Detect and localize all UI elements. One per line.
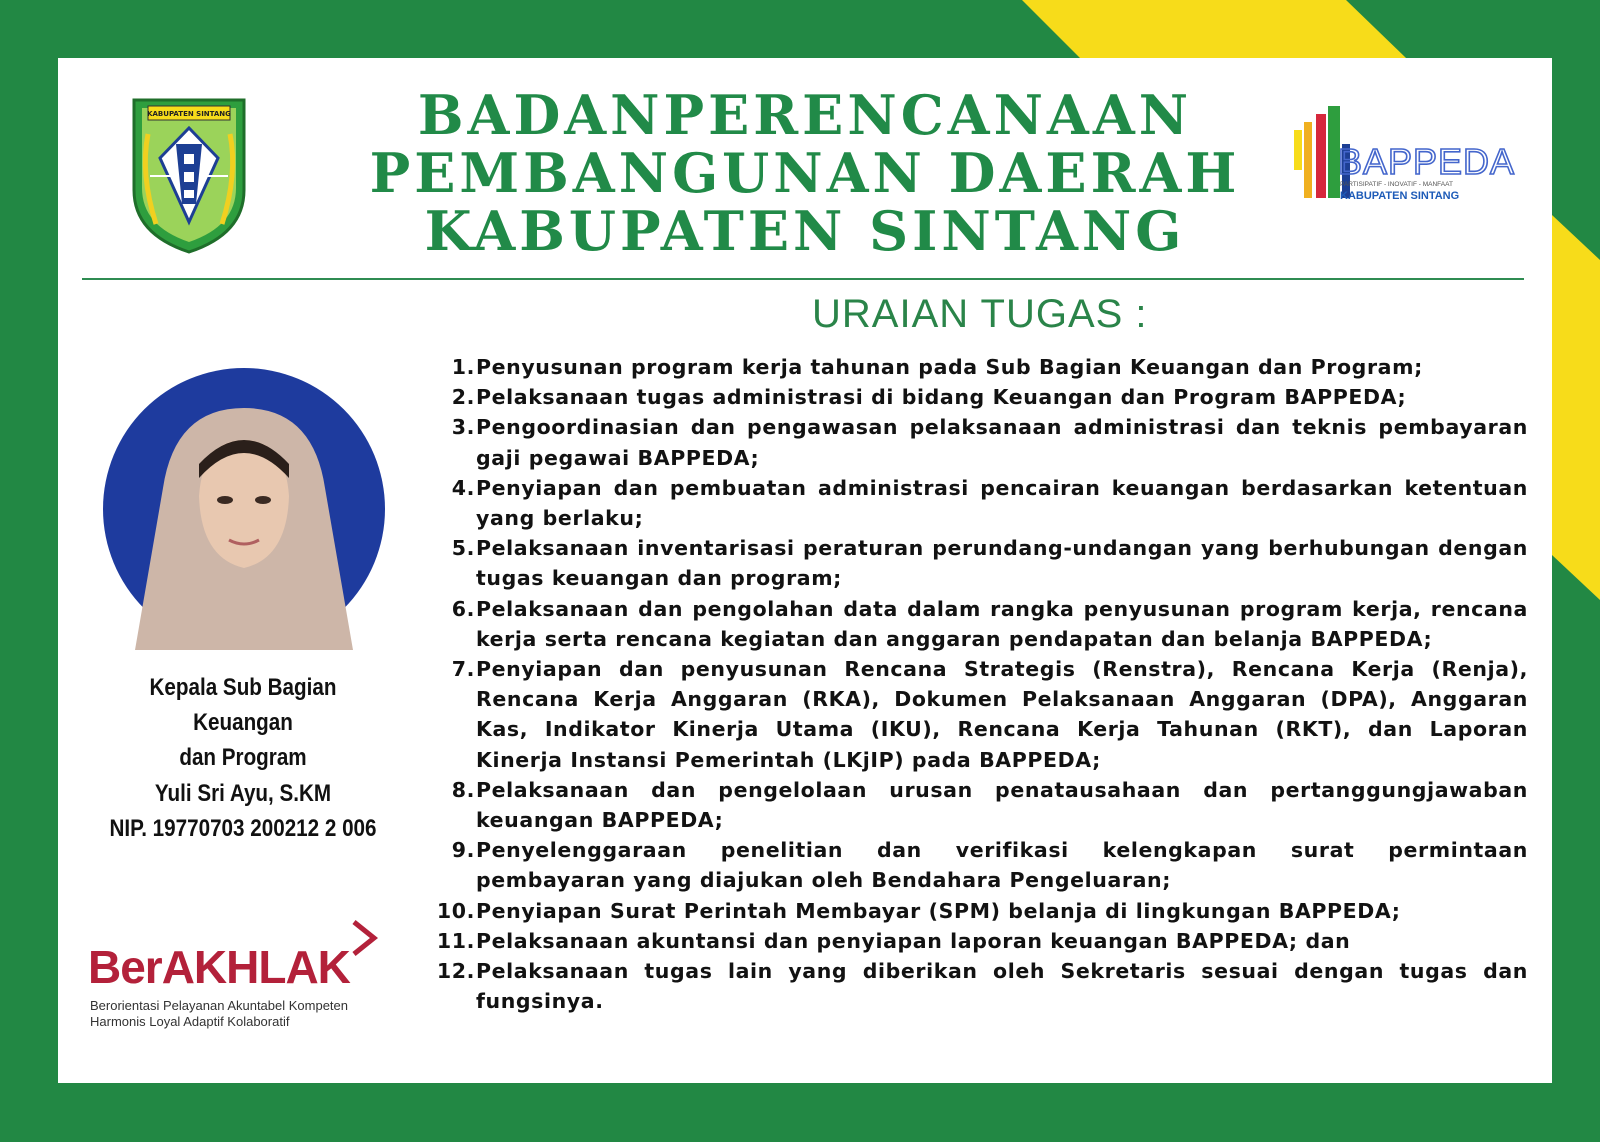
title-line-2: PEMBANGUNAN DAERAH (369, 141, 1241, 205)
bappeda-logo-icon (1290, 104, 1516, 208)
position-title (101, 670, 385, 775)
section-heading: URAIAN TUGAS : (812, 292, 1148, 336)
list-item: 8. Pelaksanaan dan pengelolaan urusan penatausahaan dan pertanggungjawaban keuangan BAPPEDA; (451, 777, 1528, 833)
svg-text:PARTISIPATIF - INOVATIF - MANF: PARTISIPATIF - INOVATIF - MANFAAT (1340, 181, 1453, 188)
title-line-3: KABUPATEN SINTANG (424, 199, 1186, 263)
list-item: 10. Penyiapan Surat Perintah Membayar (SPM) belanja di lingkungan BAPPEDA; (436, 898, 1401, 923)
chevron-right-icon (350, 920, 380, 956)
svg-text:BAPPEDA: BAPPEDA (1338, 141, 1516, 182)
berakhlak-word: BerAKHLAK (88, 941, 350, 993)
info-card (58, 58, 1552, 1083)
list-item: 6. Pelaksanaan dan pengolahan data dalam rangka penyusunan program kerja, rencana kerja serta rencana kegiatan dan anggaran pendapatan dan belanja BAPPEDA; (451, 596, 1528, 651)
svg-text:KABUPATEN SINTANG: KABUPATEN SINTANG (147, 110, 231, 118)
list-item: 4. Penyiapan dan pembuatan administrasi pencairan keuangan berdasarkan ketentuan yang berlaku; (451, 475, 1528, 531)
task-list (438, 352, 1528, 1016)
list-item: 5. Pelaksanaan inventarisasi peraturan perundang-undangan yang berhubungan dengan tugas keuangan dan program; (451, 536, 1528, 591)
position-line-1: Kepala Sub Bagian Keuangan (149, 674, 337, 736)
berakhlak-line-2: Harmonis Loyal Adaptif Kolaboratif (90, 1014, 290, 1029)
position-line-2: dan Program (179, 744, 307, 771)
list-item: 9. Penyelenggaraan penelitian dan verifikasi kelengkapan surat permintaan pembayaran yang diajukan oleh Bendahara Pengeluaran; (451, 838, 1528, 893)
list-item: 12. Pelaksanaan tugas lain yang diberikan oleh Sekretaris sesuai dengan tugas dan fungsinya. (436, 959, 1528, 1014)
official-portrait (103, 368, 385, 650)
list-item: 2. Pelaksanaan tugas administrasi di bidang Keuangan dan Program BAPPEDA; (451, 385, 1407, 410)
title-line-1: BADANPERENCANAAN (417, 83, 1193, 147)
list-item: 11. Pelaksanaan akuntansi dan penyiapan laporan keuangan BAPPEDA; dan (436, 928, 1351, 953)
list-item: 3. Pengoordinasian dan pengawasan pelaksanaan administrasi dan teknis pembayaran gaji pegawai BAPPEDA; (451, 415, 1528, 470)
header-divider (82, 278, 1524, 280)
berakhlak-logo (88, 918, 388, 1038)
official-name: Yuli Sri Ayu, S.KM (154, 780, 332, 807)
list-item: 1. Penyusunan program kerja tahunan pada Sub Bagian Keuangan dan Program; (451, 355, 1423, 379)
official-nip: NIP. 19770703 200212 2 006 (109, 815, 377, 842)
svg-text:KABUPATEN SINTANG: KABUPATEN SINTANG (1340, 190, 1460, 202)
berakhlak-line-1: Berorientasi Pelayanan Akuntabel Kompeten (90, 998, 349, 1013)
list-item: 7. Penyiapan dan penyusunan Rencana Strategis (Renstra), Rencana Kerja (Renja), Rencana Kerja Anggaran (RKA), Dokumen Pelaksanaan Anggaran (DPA), Anggaran Kas, Indikator Kinerja Utama (IKU), Rencana Kerja Tahunan (RKT), dan Laporan Kinerja Instansi Pemerintah (LKjIP) pada BAPPEDA; (451, 657, 1528, 772)
